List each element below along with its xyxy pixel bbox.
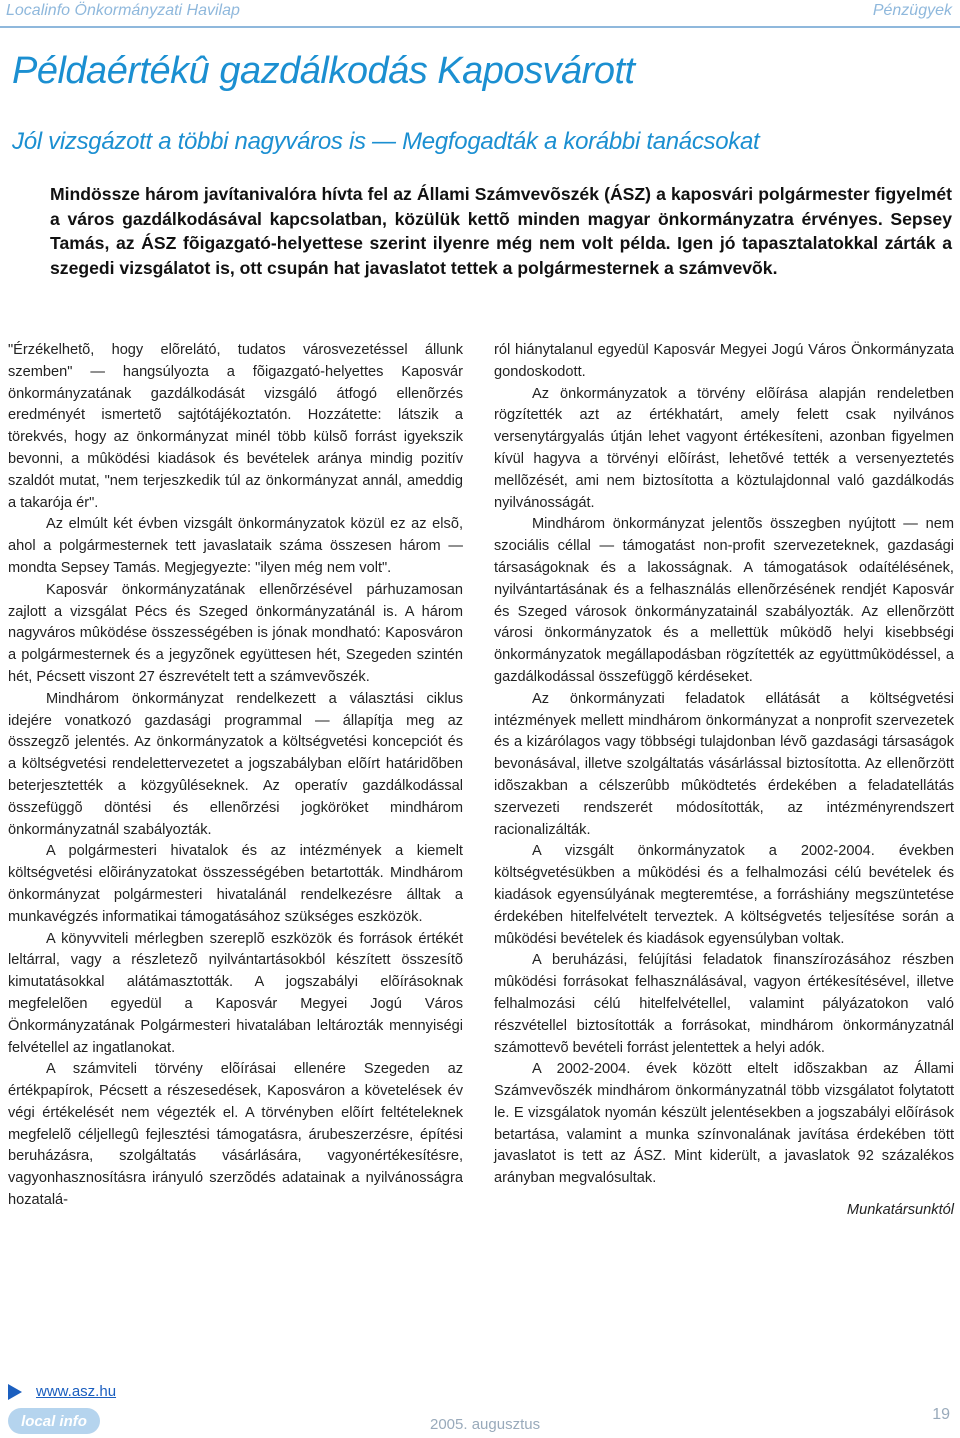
paragraph: Az önkormányzati feladatok ellátását a költségvetési intézmények mellett mindhárom önkormányzat a nonprofit szervezetek és a kizárólagos vagy többségi tulajdonban lévõ gazdasági társaságok bevonásával, illetve szolgáltatás vásárlással biztosította. Az ellenõrzött idõszakban a célszerûbb mûködtetés érdekében a feladatellátás szervezeti rendszerét módosították, az intézményrendszert racionalizálták. — [494, 690, 954, 838]
paragraph: Az elmúlt két évben vizsgált önkormányzatok közül ez az elsõ, ahol a polgármesternek tett javaslataik száma összesen három — mondta Sepsey Tamás. Megjegyezte: "ilyen még nem volt". — [8, 516, 463, 576]
paragraph: ról hiánytalanul egyedül Kaposvár Megyei Jogú Város Önkormányzata gondoskodott. — [494, 342, 954, 380]
article-title: Példaértékû gazdálkodás Kaposvárott — [12, 50, 635, 92]
right-column — [494, 340, 954, 1222]
paragraph: "Érzékelhetõ, hogy elõrelátó, tudatos városvezetéssel állunk szemben" — hangsúlyozta a fõigazgató-helyettes Kaposvár önkormányzatának gazdálkodását vizsgáló átfogó ellenõrzés eredményét ismertetõ sajtótájékoztatón. Hozzátette: látszik a törekvés, hogy az önkormányzat minél több külsõ forrást igyekszik bevonni, a mûködési kiadások és bevételek aránya mindig pozitív szaldót mutat, "nem terjeszkedik túl az önkormányzat annál, ameddig a takarója ér". — [8, 342, 463, 511]
paragraph: A számviteli törvény elõírásai ellenére Szegeden az értékpapírok, Pécsett a részesedések, Kaposváron a követelések év végi értékelését nem végezték el. A törvényben elõírt feltételeknek megfelelõ céljellegû fejlesztési támogatásra, árubeszerzésre, építési beruházásra, szolgáltatás vásárlására, vagyonértékesítésre, vagyonhasznosításra irányuló szerzõdés adatainak a nyilvánosságra hozatalá- — [8, 1061, 463, 1209]
left-column — [8, 340, 463, 1212]
source-link-row — [8, 1383, 116, 1400]
paragraph: A vizsgált önkormányzatok a 2002-2004. években költségvetésükben a mûködési és a felhalmozási célú bevételek és kiadások egyensúlyának megteremtése, a forráshiány megszüntetése érdekében hitelfelvételt terveztek. A költségvetés teljesítése során a mûködési bevételek és kiadások egyensúlyban voltak. — [494, 843, 954, 947]
article-signature: Munkatársunktól — [846, 1202, 954, 1219]
paragraph: A beruházási, felújítási feladatok finanszírozásához részben mûködési forrásokat felhasználásával, vagyon értékesítésével, illetve felhalmozási célú hitelfelvétellel, valamint pályázatokon való részvétellel biztosították a forrásokat, mindhárom önkormányzatnál számottevõ bevételi forrást jelentettek a helyi adók. — [494, 952, 954, 1056]
paragraph: Mindhárom önkormányzat rendelkezett a választási ciklus idejére vonatkozó gazdasági programmal — állapítja meg az összegzõ jelentés. Az önkormányzatok a költségvetési koncepciót és a költségvetési rendelettervezetet a jogszabályban elõírt határidõben beterjesztették a közgyûléseknek. Az operatív gazdálkodással összefüggõ döntési és ellenõrzési jogköröket mindhárom önkormányzatnál szabályozták. — [8, 690, 463, 838]
header-divider — [0, 26, 960, 28]
issue-date: 2005. augusztus — [430, 1416, 541, 1433]
publication-name: Localinfo Önkormányzati Havilap — [6, 2, 240, 19]
paragraph: A 2002-2004. évek között eltelt idõszakban az Állami Számvevõszék mindhárom önkormányzatnál több vizsgálatot folytatott le. E vizsgálatok nyomán készült jelentésekben a jogszabályi elõírások betartása, valamint a munka színvonalának javítása érdekében tött javaslatot is tett az ÁSZ. Mint kiderült, a javaslatok 92 százalékos arányban megvalósultak. — [494, 1061, 954, 1187]
paragraph: Mindhárom önkormányzat jelentõs összegben nyújtott — nem szociális céllal — támogatást non-profit szervezeteknek, gazdasági társaságoknak és a lakosságnak. A támogatások odaítélésének, nyilvántartásának és a felhasználás ellenõrzésének rendjét Kaposvár és Szeged városok önkormányzatainál szabályozták. Az ellenõrzött városi önkormányzatok és a mellettük mûködõ helyi kisebbségi önkormányzatok megállapodásban rögzítették az együttmûködéssel, a gazdálkodással összefüggõ kérdéseket. — [494, 516, 954, 685]
arrow-right-icon — [8, 1384, 22, 1400]
article-subtitle: Jól vizsgázott a többi nagyváros is — Megfogadták a korábbi tanácsokat — [12, 128, 760, 155]
paragraph: A könyvviteli mérlegben szereplõ eszközök és források értékét leltárral, vagy a részletezõ nyilvántartásokból készített összesítõ kimutatásokkal alátámasztották. A jogszabályi elõírásoknak megfelelõen egyedül a Kaposvár Megyei Jogú Város Önkormányzatának Polgármesteri hivatalában leltározták mennyiségi felvétellel az ingatlanokat. — [8, 930, 463, 1056]
source-link[interactable]: www.asz.hu — [36, 1383, 117, 1400]
paragraph: Az önkormányzatok a törvény elõírása alapján rendeletben rögzítették azt az értékhatárt, amely felett csak nyilvános versenytárgyalás útján lehet vagyont értékesíteni, azonban figyelmen kívül hagyva a törvényi elõírást, lehetõvé tették a versenyeztetés mellõzését, ami nem biztosította a köztulajdonnal való gazdálkodás nyilvánosságát. — [494, 385, 954, 511]
section-name: Pénzügyek — [872, 2, 952, 19]
paragraph: A polgármesteri hivatalok és az intézmények a kiemelt költségvetési elõirányzatokat összességében betartották. Mindhárom önkormányzat polgármesteri hivatalánál rendelkezésre álltak a munkavégzés informatikai támogatásához szükséges eszközök. — [8, 843, 463, 925]
localinfo-logo: local info — [8, 1408, 100, 1434]
page-number: 19 — [932, 1406, 950, 1423]
article-lead: Mindössze három javítanivalóra hívta fel az Állami Számvevõszék (ÁSZ) a kaposvári polgármester figyelmét a város gazdálkodásával kapcsolatban, közülük kettõ minden magyar önkormányzatra érvényes. Sepsey Tamás, az ÁSZ fõigazgató-helyettese szerint ilyenre még nem volt példa. Igen jó tapasztalatokkal zárták a szegedi vizsgálatot is, ott csupán hat javaslatot tettek a polgármesternek a számvevõk. — [50, 184, 952, 278]
paragraph: Kaposvár önkormányzatának ellenõrzésével párhuzamosan zajlott a vizsgálat Pécs és Szeged önkormányzatánál is. A három nagyváros mûködése összességében is jónak mondható: Kaposváron a polgármesternek és a jegyzõnek együttesen hét, Szegeden szintén hét, Pécsett viszont 27 észrevételt tett a számvevõszék. — [8, 581, 463, 685]
